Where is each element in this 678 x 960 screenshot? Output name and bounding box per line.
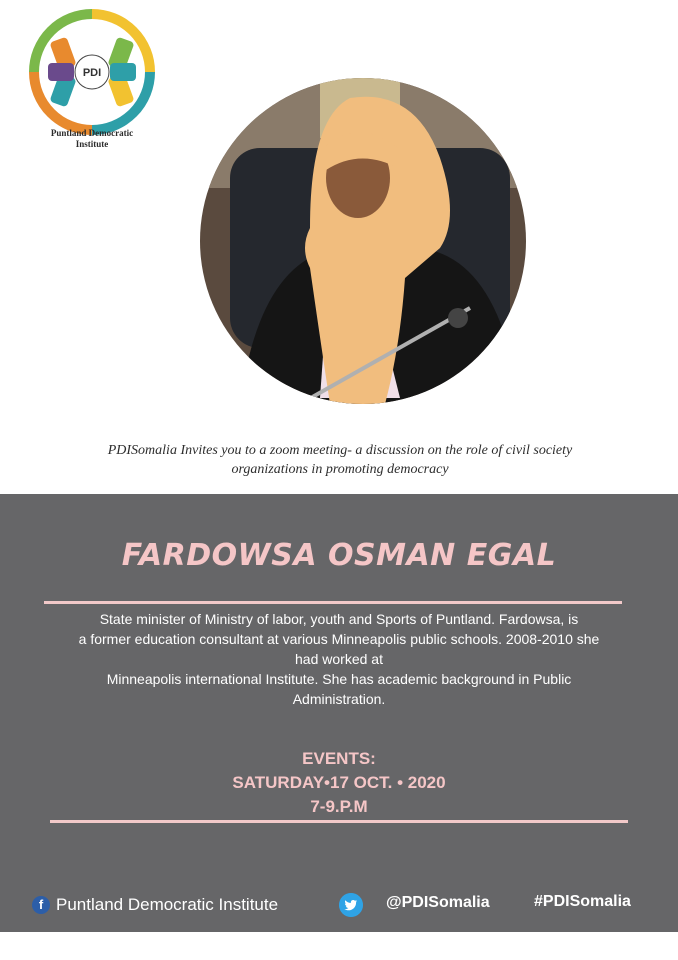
bio-line: Minneapolis international Institute. She has academic background in Public xyxy=(106,671,572,687)
event-time: 7-9.P.M xyxy=(310,797,368,816)
speaker-name: FARDOWSA OSMAN EGAL xyxy=(121,538,557,573)
invitation-line-1: PDISomalia Invites you to a zoom meeting- a discussion on the role of civil society xyxy=(107,443,573,458)
invitation-text xyxy=(60,441,620,479)
bio-line: a former education consultant at various Minneapolis public schools. 2008-2010 she xyxy=(78,631,600,647)
twitter-handle-link[interactable]: @PDISomalia xyxy=(386,894,490,911)
event-date: SATURDAY•17 OCT. • 2020 xyxy=(232,773,446,792)
logo-mark-text: PDI xyxy=(82,67,102,79)
divider-bottom xyxy=(50,820,628,823)
bio-line: Administration. xyxy=(292,691,386,707)
events-heading: EVENTS: xyxy=(302,749,376,768)
event-details xyxy=(0,747,678,819)
facebook-icon[interactable]: f xyxy=(32,896,50,914)
twitter-icon[interactable] xyxy=(339,893,363,917)
invitation-line-2: organizations in promoting democracy xyxy=(231,462,449,477)
bio-line: had worked at xyxy=(295,651,383,667)
hashtag-link[interactable]: #PDISomalia xyxy=(534,893,631,910)
divider-top xyxy=(44,601,622,604)
speaker-photo xyxy=(200,78,526,404)
logo-name xyxy=(28,128,156,150)
logo-name-line2: Institute xyxy=(75,139,109,149)
bio-line: State minister of Ministry of labor, youth and Sports of Puntland. Fardowsa, is xyxy=(99,611,579,627)
speaker-bio xyxy=(40,609,638,709)
logo-name-line1: Puntland Democratic xyxy=(50,128,134,138)
facebook-page-link[interactable]: Puntland Democratic Institute xyxy=(56,895,279,914)
